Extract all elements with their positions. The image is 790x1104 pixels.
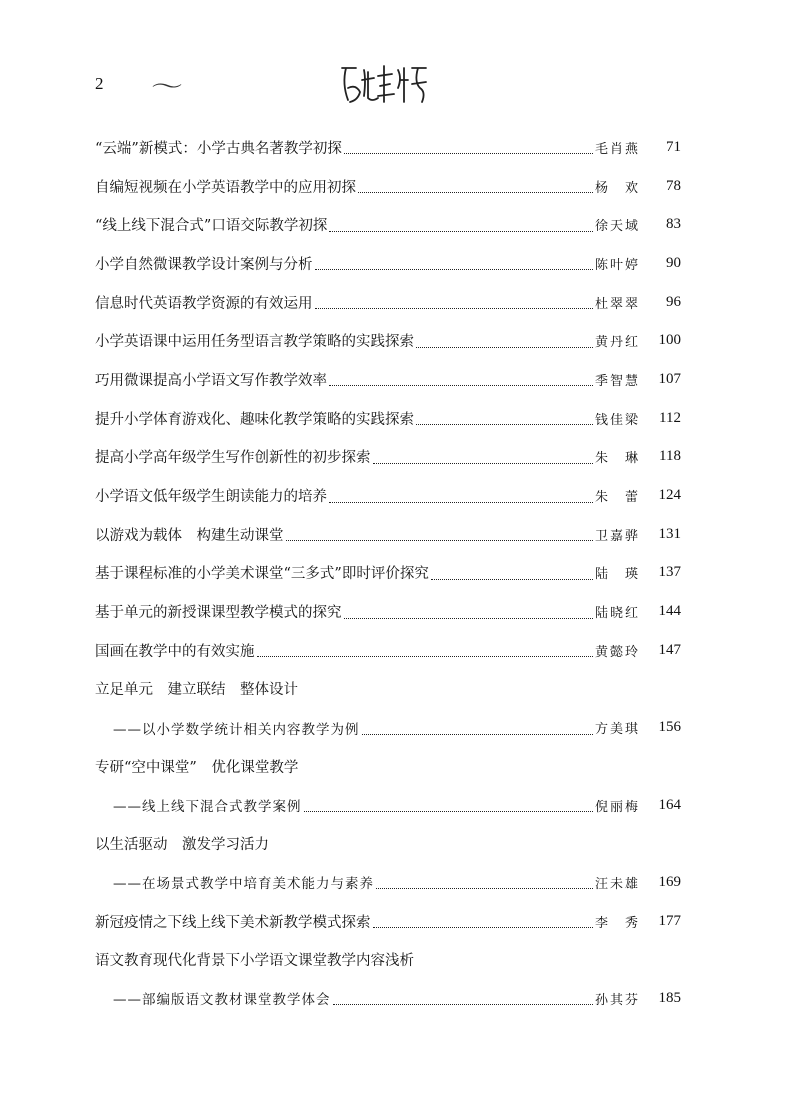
dot-leader [376,887,593,889]
dot-leader [416,346,593,348]
dot-leader [286,539,594,541]
toc-entry-page: 131 [658,525,681,542]
toc-subtitle-entry [95,979,681,1018]
logo-calligraphy-icon [338,58,430,108]
toc-entry-page: 124 [658,487,681,504]
toc-entry-page: 164 [658,796,681,813]
toc-entry-page: 90 [666,254,681,271]
dot-leader [257,655,594,657]
toc-entry-title: 国画在教学中的有效实施 [95,643,255,660]
toc-entry-author: 汪未雄 [595,876,641,892]
dot-leader [358,191,593,193]
toc-entry-title: 以游戏为载体 构建生动课堂 [95,527,284,544]
toc-entry-author: 季智慧 [595,373,641,389]
toc-entry-page: 83 [666,216,681,233]
dot-leader [329,230,593,232]
toc-entry-page: 78 [666,177,681,194]
dot-leader [329,384,593,386]
toc-entry-author: 卫嘉骅 [595,528,641,544]
toc-entry-page: 177 [658,912,681,929]
toc-entry-title: 小学英语课中运用任务型语言教学策略的实践探索 [95,334,414,351]
toc-entry-page: 118 [659,448,681,465]
toc-entry-author: 黄丹红 [595,335,641,351]
toc-entry-title: 信息时代英语教学资源的有效运用 [95,295,313,312]
toc-entry-author: 陈叶婷 [595,257,641,273]
toc-entry [95,360,681,399]
dot-leader [315,268,594,270]
toc-entry-title: 巧用微课提高小学语文写作教学效率 [95,372,327,389]
toc-entry-title: 基于单元的新授课课型教学模式的探究 [95,605,342,622]
toc-group-heading: 语文教育现代化背景下小学语文课堂教学内容浅析 [95,953,414,970]
toc-entry [95,167,681,206]
dot-leader [315,307,594,309]
toc-entry-page: 147 [658,641,681,658]
toc-entry [95,244,681,283]
toc-entry-page: 169 [658,873,681,890]
dot-leader [373,926,594,928]
toc-entry-page: 71 [666,138,681,155]
toc-entry [95,321,681,360]
toc-subtitle-entry [95,786,681,825]
toc-entry-author: 毛肖燕 [595,141,641,157]
toc-entry-author: 朱 蕾 [595,490,641,506]
toc-entry-title: 提高小学高年级学生写作创新性的初步探索 [95,450,371,467]
toc-entry [95,554,681,593]
toc-entry-page: 96 [666,293,681,310]
table-of-contents [95,128,681,1018]
toc-entry-author: 倪丽梅 [595,799,641,815]
toc-entry-title: 基于课程标准的小学美术课堂“三多式”即时评价探究 [95,566,429,583]
toc-group-heading: 以生活驱动 激发学习活力 [95,837,269,854]
toc-entry-title: 小学自然微课教学设计案例与分析 [95,256,313,273]
toc-entry [95,592,681,631]
toc-entry-author: 徐天域 [595,219,641,235]
toc-entry-author: 方美琪 [595,722,641,738]
toc-entry [95,902,681,941]
page-number: 2 [95,74,104,93]
toc-entry-author: 杨 欢 [595,180,641,196]
dot-leader [373,462,594,464]
toc-entry-subtitle: ——线上线下混合式教学案例 [113,799,302,816]
toc-entry-author: 朱 琳 [595,451,641,467]
toc-entry-author: 孙其芬 [595,992,641,1008]
toc-entry-title: “线上线下混合式”口语交际教学初探 [95,218,328,235]
toc-entry [95,283,681,322]
toc-entry-subtitle: ——部编版语文教材课堂教学体会 [113,992,331,1009]
calligraphy-logo [338,58,430,112]
toc-entry-page: 112 [659,409,681,426]
toc-entry [95,476,681,515]
toc-entry-title: 小学语文低年级学生朗读能力的培养 [95,489,327,506]
toc-entry-title: 自编短视频在小学英语教学中的应用初探 [95,179,356,196]
toc-subtitle-entry [95,708,681,747]
toc-group-heading: 立足单元 建立联结 整体设计 [95,682,298,699]
toc-entry-page: 156 [658,719,681,736]
toc-entry-subtitle: ——以小学数学统计相关内容教学为例 [113,721,360,738]
dot-leader [344,152,593,154]
toc-entry-author: 黄懿玲 [595,644,641,660]
dot-leader [344,617,594,619]
toc-entry-author: 李 秀 [595,915,641,931]
toc-entry-page: 100 [658,332,681,349]
dot-leader [416,423,593,425]
toc-entry-author: 钱佳梁 [595,412,641,428]
dot-leader [333,1003,594,1005]
toc-entry-page: 137 [658,564,681,581]
toc-entry [95,128,681,167]
dot-leader [431,578,593,580]
toc-entry [95,399,681,438]
toc-entry-title: 新冠疫情之下线上线下美术新教学模式探索 [95,914,371,931]
toc-entry [95,515,681,554]
toc-entry-subtitle: ——在场景式教学中培育美术能力与素养 [113,876,374,893]
toc-entry-title: “云端”新模式：小学古典名著教学初探 [95,140,342,157]
toc-entry-page: 144 [658,603,681,620]
toc-entry [95,205,681,244]
toc-entry [95,438,681,477]
toc-entry-page: 185 [658,989,681,1006]
toc-group-heading: 专研“空中课堂” 优化课堂教学 [95,759,299,776]
decorative-tilde: ～ [151,74,183,98]
toc-entry-author: 陆晓红 [595,606,641,622]
toc-entry-page: 107 [658,370,681,387]
toc-entry-author: 陆 瑛 [595,567,641,583]
dot-leader [329,501,593,503]
toc-entry-author: 杜翠翠 [595,296,641,312]
dot-leader [304,810,594,812]
toc-subtitle-entry [95,863,681,902]
toc-entry-title: 提升小学体育游戏化、趣味化教学策略的实践探索 [95,411,414,428]
toc-entry [95,631,681,670]
dot-leader [362,733,594,735]
